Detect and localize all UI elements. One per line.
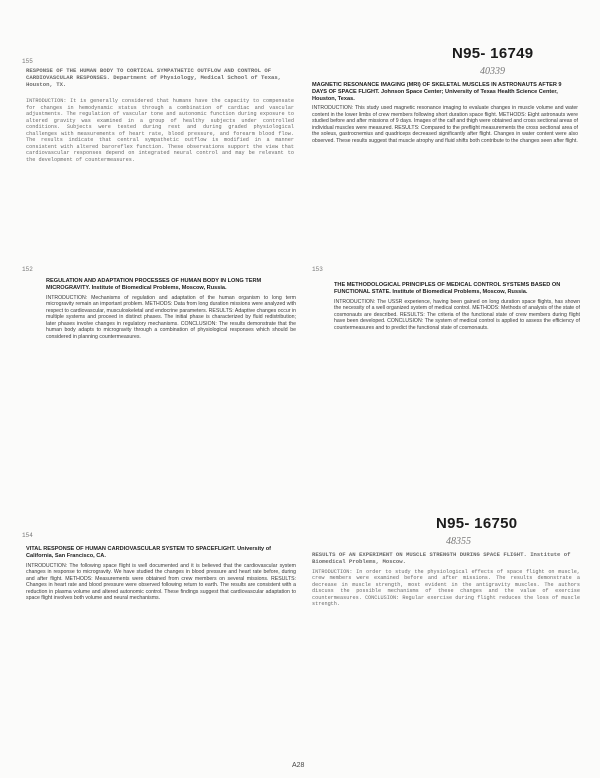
abstract-number: 153 <box>312 266 323 273</box>
abstract-number: 155 <box>22 58 33 65</box>
abstract-title: THE METHODOLOGICAL PRINCIPLES OF MEDICAL CONTROL SYSTEMS BASED ON FUNCTIONAL STATE. Institute of Biomedical Problems, Moscow, Russia. <box>334 282 561 295</box>
abstract-title: MAGNETIC RESONANCE IMAGING (MRI) OF SKELETAL MUSCLES IN ASTRONAUTS AFTER 9 DAYS OF SPACE FLIGHT. Johnson Space Center; University of Texas Health Science Center, Houston, Texas. <box>312 82 562 102</box>
accession-stamp: N95- 16749 <box>452 45 534 62</box>
abstract-body: INTRODUCTION: It is generally considered that humans have the capacity to compensate for changes in hemodynamic status through a combination of cardiac and vascular adjustments. The regulation of vascular tone and autonomic function during exposure to altered gravity was examined in a group of healthy subjects under controlled conditions. Subjects were tested during rest and during graded physiological challenges with measurements of heart rate, blood pressure, and forearm blood flow. The results indicate that central sympathetic outflow is modified in a manner consistent with altered baroreflex function. These observations support the view that cardiovascular responses depend on integrated neural control and may be relevant to the development of countermeasures. <box>26 98 294 163</box>
abstract-4 <box>334 282 580 457</box>
accession-stamp: N95- 16750 <box>436 515 518 532</box>
abstract-body: INTRODUCTION: In order to study the physiological effects of space flight on muscle, crew members were examined before and after missions. The results demonstrate a decrease in muscle strength, most evident in the antigravity muscles. The authors discuss the possible mechanisms of these changes and the value of exercise countermeasures. CONCLUSION: Regular exercise during flight reduces the loss of muscle strength. <box>312 568 580 608</box>
abstract-title: VITAL RESPONSE OF HUMAN CARDIOVASCULAR SYSTEM TO SPACEFLIGHT. University of California, San Francisco, CA. <box>26 546 272 559</box>
abstract-title: REGULATION AND ADAPTATION PROCESSES OF HUMAN BODY IN LONG TERM MICROGRAVITY. Institute of Biomedical Problems, Moscow, Russia. <box>46 278 262 291</box>
abstract-body: INTRODUCTION: Mechanisms of regulation and adaptation of the human organism to long term microgravity remain an important problem. METHODS: Data from long duration missions were analyzed with respect to cardiovascular, musculoskeletal and endocrine parameters. RESULTS: Adaptive changes occur in multiple systems and proceed in distinct phases. The initial phase is characterized by fluid redistribution; later phases involve changes in regulatory mechanisms. CONCLUSION: The results demonstrate that the human body adapts to microgravity through a combination of physiological responses which should be considered in planning countermeasures. <box>46 294 296 340</box>
handwritten-number: 40339 <box>480 66 505 77</box>
abstract-body: INTRODUCTION: The USSR experience, having been gained on long duration space flights, has shown the necessity of a well organized system of medical control. METHODS: Methods of analysis of the state of cosmonauts are described. RESULTS: The criteria of the functional state of crew members during flight have been developed. CONCLUSION: The system of medical control is applied to assess the efficiency of countermeasures and to predict the functional state of cosmonauts. <box>334 298 580 331</box>
abstract-title: RESPONSE OF THE HUMAN BODY TO CORTICAL SYMPATHETIC OUTFLOW AND CONTROL OF CARDIOVASCULAR RESPONSES. Department of Physiology, Medical School of Texas, Houston, TX. <box>26 68 282 88</box>
page-number: A28 <box>292 762 305 769</box>
abstract-body: INTRODUCTION: The following space flight is well documented and it is believed that the cardiovascular system changes in response to microgravity. We have studied the changes in blood pressure and heart rate before, during and after flight. METHODS: Measurements were obtained from crew members on several missions. RESULTS: Changes in heart rate and blood pressure were observed following return to earth. The results are consistent with a reduction in plasma volume and altered autonomic control. These findings suggest that cardiovascular adaptation to space flight involves both volume and neural mechanisms. <box>26 562 296 602</box>
abstract-number: 152 <box>22 266 33 273</box>
handwritten-number: 48355 <box>446 536 471 547</box>
abstract-6 <box>312 552 580 752</box>
abstract-body: INTRODUCTION: This study used magnetic resonance imaging to evaluate changes in muscle volume and water content in the lower limbs of crew members following short duration space flight. METHODS: Eight astronauts were studied before and after missions of 9 days. Images of the calf and thigh were obtained and cross sectional areas of individual muscles were measured. RESULTS: Compared to the preflight measurements the cross sectional area of the soleus, gastrocnemius and quadriceps decreased significantly after flight. Changes in water content were also observed. These results suggest that muscle atrophy and fluid shifts both contribute to the changes seen after flight. <box>312 105 578 144</box>
abstract-3 <box>46 278 296 478</box>
abstract-5 <box>26 546 296 746</box>
abstract-2 <box>312 82 578 264</box>
abstract-number: 154 <box>22 532 33 539</box>
abstract-1 <box>26 68 294 218</box>
abstract-title: RESULTS OF AN EXPERIMENT ON MUSCLE STRENGTH DURING SPACE FLIGHT. Institute of Biomedical Problems, Moscow. <box>312 552 571 565</box>
